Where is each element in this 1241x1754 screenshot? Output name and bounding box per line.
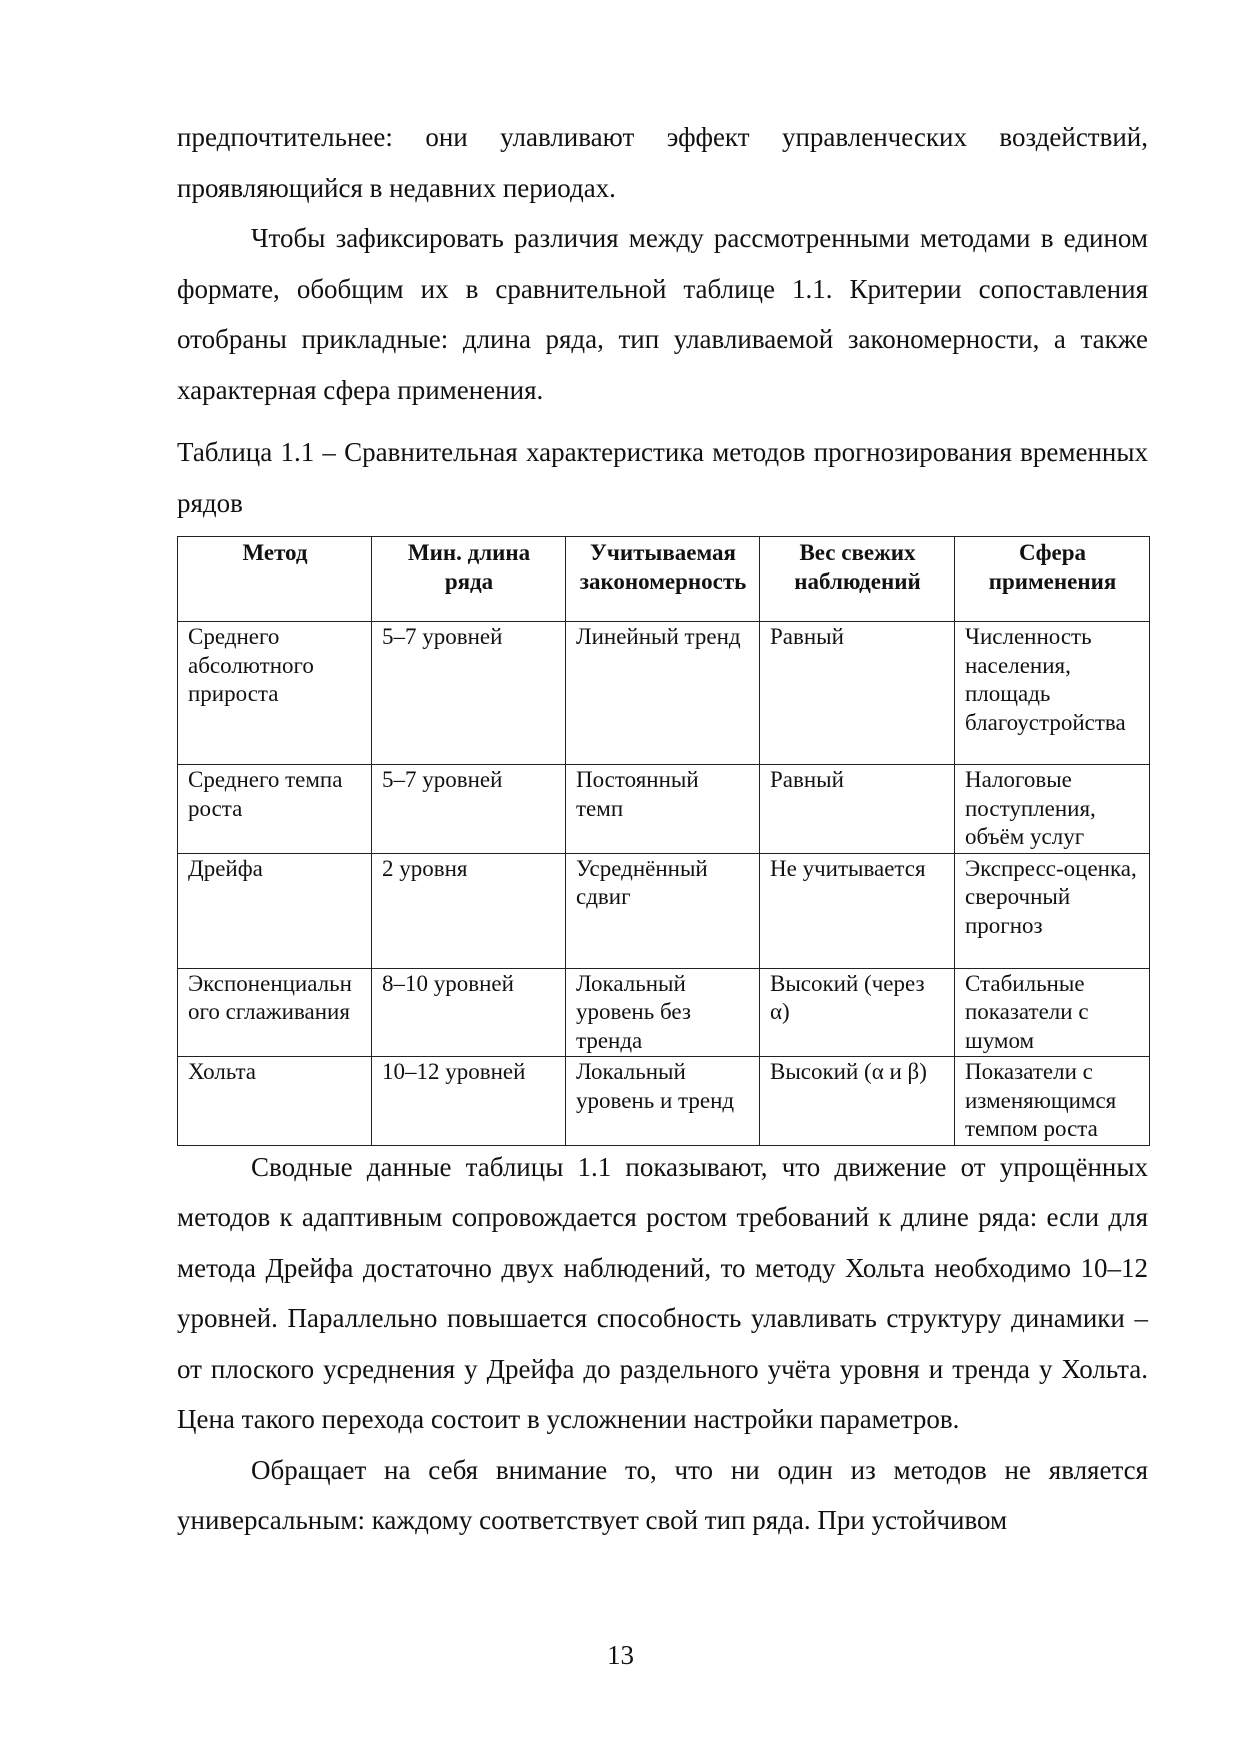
table-cell: Стабильные показатели с шумом [955, 968, 1150, 1057]
table-cell: Экспоненциального сглаживания [178, 968, 372, 1057]
document-page [177, 112, 1148, 1546]
table-cell: Среднего темпа роста [178, 765, 372, 854]
table-cell: Высокий (α и β) [760, 1057, 955, 1146]
header-min-length: Мин. длина ряда [372, 537, 566, 622]
header-pattern: Учитываемая закономерность [566, 537, 760, 622]
table-header-row [178, 537, 1150, 622]
table-cell: 8–10 уровней [372, 968, 566, 1057]
table-cell: Не учитывается [760, 853, 955, 968]
header-method: Метод [178, 537, 372, 622]
paragraph: Чтобы зафиксировать различия между рассмотренными методами в едином формате, обобщим их в сравнительной таблице 1.1. Критерии сопоставления отобраны прикладные: длина ряда, тип улавливаемой закономерности, а также характерная сфера применения. [177, 223, 1148, 405]
comparison-table [177, 536, 1150, 1146]
table-cell: Усреднённый сдвиг [566, 853, 760, 968]
table-cell: Экспресс-оценка, сверочный прогноз [955, 853, 1150, 968]
paragraph: Обращает на себя внимание то, что ни один из методов не является универсальным: каждому соответствует свой тип ряда. При устойчивом [177, 1454, 1148, 1535]
table-cell: Равный [760, 622, 955, 765]
table-cell: 2 уровня [372, 853, 566, 968]
table-cell: Показатели с изменяющимся темпом роста [955, 1057, 1150, 1146]
table-cell: 5–7 уровней [372, 622, 566, 765]
table-cell: Хольта [178, 1057, 372, 1146]
table-cell: Высокий (через α) [760, 968, 955, 1057]
table-caption: Таблица 1.1 – Сравнительная характеристика методов прогнозирования временных рядов [177, 437, 1148, 518]
table-cell: 5–7 уровней [372, 765, 566, 854]
header-scope: Сфера применения [955, 537, 1150, 622]
table-cell: 10–12 уровней [372, 1057, 566, 1146]
header-weight: Вес свежих наблюдений [760, 537, 955, 622]
table-cell: Налоговые поступления, объём услуг [955, 765, 1150, 854]
paragraph: Сводные данные таблицы 1.1 показывают, что движение от упрощённых методов к адаптивным сопровождается ростом требований к длине ряда: если для метода Дрейфа достаточно двух наблюдений, то методу Хольта необходимо 10–12 уровней. Параллельно повышается способность улавливать структуру динамики – от плоского усреднения у Дрейфа до раздельного учёта уровня и тренда у Хольта. Цена такого перехода состоит в усложнении настройки параметров. [177, 1151, 1148, 1434]
table-cell: Локальный уровень и тренд [566, 1057, 760, 1146]
table-row [178, 1057, 1150, 1146]
table-cell: Локальный уровень без тренда [566, 968, 760, 1057]
table-cell: Численность населения, площадь благоустройства [955, 622, 1150, 765]
table-row [178, 853, 1150, 968]
paragraph: предпочтительнее: они улавливают эффект управленческих воздействий, проявляющийся в недавних периодах. [177, 122, 1148, 203]
table-row [178, 765, 1150, 854]
table-row [178, 622, 1150, 765]
table-cell: Дрейфа [178, 853, 372, 968]
table-cell: Среднего абсолютного прироста [178, 622, 372, 765]
table-cell: Равный [760, 765, 955, 854]
table-cell: Постоянный темп [566, 765, 760, 854]
page-number: 13 [607, 1640, 634, 1670]
table-row [178, 968, 1150, 1057]
table-cell: Линейный тренд [566, 622, 760, 765]
